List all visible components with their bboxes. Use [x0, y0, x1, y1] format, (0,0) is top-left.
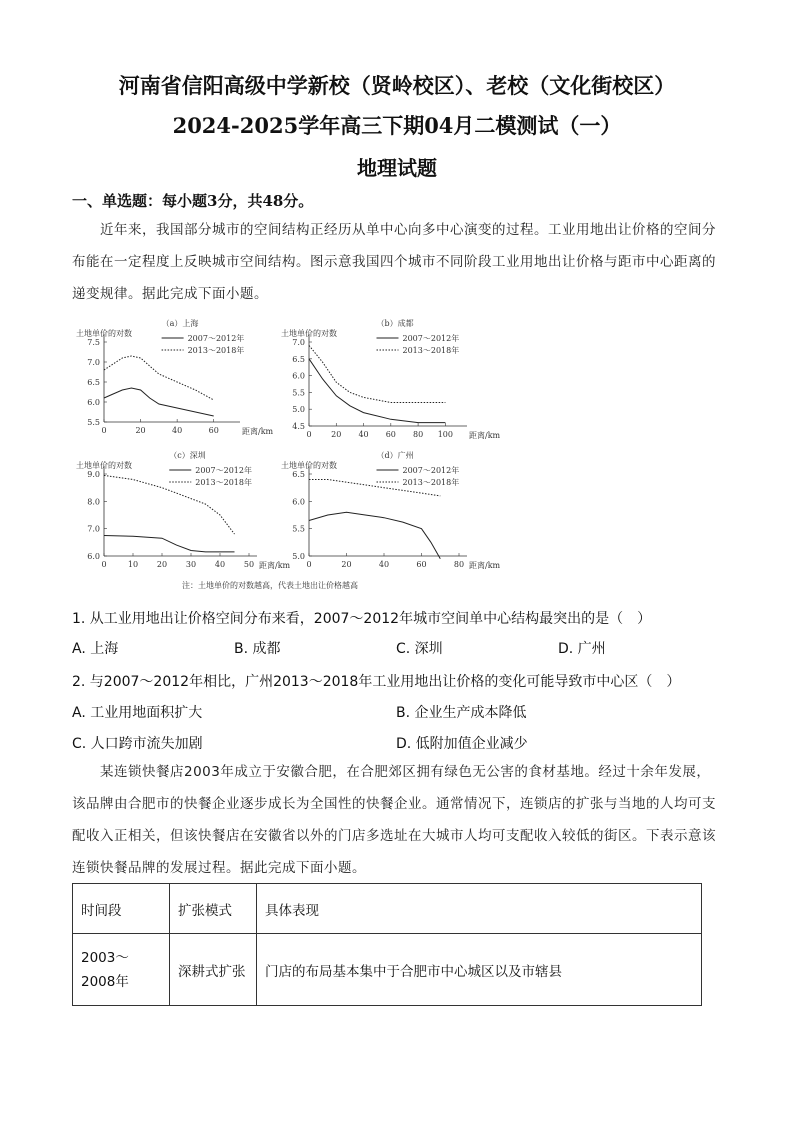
y-tick-label: 6.0	[87, 552, 100, 561]
legend-label: 2013～2018年	[187, 346, 245, 355]
table-row	[73, 934, 702, 1006]
question-2-stem: 2. 与2007～2012年相比，广州2013～2018年工业用地出让价格的变化可能导致市中心区（ ）	[72, 674, 681, 690]
x-axis-label: 距离/km	[242, 427, 274, 436]
y-axis-label: 土地单价的对数	[76, 329, 132, 338]
y-tick-label: 6.0	[292, 497, 305, 507]
exam-title-school: 河南省信阳高级中学新校（贤岭校区）、老校（文化街校区）	[118, 73, 676, 98]
y-tick-label: 7.5	[87, 338, 100, 347]
legend-label: 2007～2012年	[402, 334, 460, 343]
table-cell: 2003～2008年	[73, 934, 170, 1006]
x-tick-label: 0	[306, 560, 312, 569]
y-tick-label: 5.5	[292, 388, 305, 398]
q2-option-b[interactable]: B. 企业生产成本降低	[396, 705, 527, 721]
table-header-cell: 时间段	[73, 884, 170, 934]
x-tick-label: 0	[101, 560, 107, 569]
legend-label: 2013～2018年	[402, 346, 460, 355]
x-tick-label: 30	[185, 560, 197, 569]
y-tick-label: 5.0	[292, 405, 305, 415]
question-1-stem: 1. 从工业用地出让价格空间分布来看，2007～2012年城市空间单中心结构最突出的是（ ）	[72, 611, 652, 627]
chart-panel	[76, 318, 274, 436]
expansion-table	[72, 883, 702, 1006]
chart-panel	[281, 318, 501, 440]
table-cell: 门店的布局基本集中于合肥市中心城区以及市辖县	[257, 934, 702, 1006]
q1-option-b[interactable]: B. 成都	[234, 641, 281, 657]
series-line-2007-2012	[309, 512, 440, 558]
series-line-2007-2012	[309, 359, 445, 423]
x-tick-label: 20	[135, 426, 146, 435]
x-axis-label: 距离/km	[469, 431, 501, 440]
x-tick-label: 60	[208, 426, 219, 435]
q2-option-d[interactable]: D. 低附加值企业减少	[396, 736, 528, 752]
x-tick-label: 60	[385, 430, 396, 439]
y-axis-label: 土地单价的对数	[281, 461, 337, 470]
x-tick-label: 80	[453, 560, 465, 569]
chart-panel	[281, 450, 501, 570]
y-axis-label: 土地单价的对数	[76, 461, 132, 470]
x-tick-label: 20	[341, 560, 352, 569]
passage-2	[72, 756, 722, 884]
y-tick-label: 4.5	[292, 422, 305, 431]
exam-title-subject: 地理试题	[357, 156, 437, 180]
x-tick-label: 0	[306, 430, 312, 439]
legend-label: 2013～2018年	[195, 478, 252, 487]
y-tick-label: 7.0	[87, 358, 100, 367]
table-cell: 深耕式扩张	[170, 934, 257, 1006]
y-tick-label: 5.5	[292, 524, 305, 534]
legend-label: 2007～2012年	[187, 334, 245, 343]
x-axis-label: 距离/km	[259, 561, 291, 570]
section-heading: 一、单选题：每小题3分，共48分。	[72, 192, 314, 210]
x-tick-label: 60	[416, 560, 427, 569]
x-tick-label: 80	[412, 430, 424, 439]
x-tick-label: 40	[358, 430, 369, 439]
y-tick-label: 6.5	[292, 354, 305, 364]
x-tick-label: 40	[172, 426, 183, 435]
x-tick-label: 10	[127, 560, 139, 569]
legend-label: 2013～2018年	[402, 478, 460, 487]
y-tick-label: 6.0	[87, 398, 100, 407]
q1-option-d[interactable]: D. 广州	[558, 641, 606, 657]
chart-title: （c）深圳	[169, 451, 206, 460]
chart-panel	[76, 450, 291, 570]
chart-title: （d）广州	[376, 451, 414, 460]
series-line-2007-2012	[104, 536, 235, 552]
q1-option-c[interactable]: C. 深圳	[396, 641, 443, 657]
x-tick-label: 40	[378, 560, 390, 569]
x-tick-label: 100	[437, 430, 454, 439]
q2-option-c[interactable]: C. 人口跨市流失加剧	[72, 736, 203, 752]
y-tick-label: 5.0	[292, 552, 305, 561]
y-tick-label: 7.0	[292, 338, 305, 347]
figure-land-price-charts	[72, 316, 501, 592]
x-tick-label: 20	[331, 430, 342, 439]
q1-option-a[interactable]: A. 上海	[72, 641, 119, 657]
x-tick-label: 20	[156, 560, 168, 569]
table-header-row	[73, 884, 702, 934]
x-tick-label: 50	[243, 560, 255, 569]
legend-label: 2007～2012年	[402, 466, 460, 475]
passage-2-text: 某连锁快餐店2003年成立于安徽合肥，在合肥郊区拥有绿色无公害的食材基地。经过十余年发展，该品牌由合肥市的快餐企业逐步成长为全国性的快餐企业。通常情况下，连锁店的扩张与当地的人均可支配收入正相关，但该快餐店在安徽省以外的门店多选址在大城市人均可支配收入较低的街区。下表示意该连锁快餐品牌的发展过程。据此完成下面小题。	[72, 764, 716, 876]
y-tick-label: 6.5	[292, 470, 305, 479]
legend-label: 2007～2012年	[195, 466, 252, 475]
chart-title: （b）成都	[376, 319, 414, 328]
passage-1	[72, 214, 722, 310]
x-axis-label: 距离/km	[469, 561, 501, 570]
y-tick-label: 5.5	[87, 418, 100, 427]
q2-option-a[interactable]: A. 工业用地面积扩大	[72, 705, 203, 721]
y-tick-label: 9.0	[87, 470, 100, 479]
table-header-cell: 具体表现	[257, 884, 702, 934]
passage-1-text: 近年来，我国部分城市的空间结构正经历从单中心向多中心演变的过程。工业用地出让价格的空间分布能在一定程度上反映城市空间结构。图示意我国四个城市不同阶段工业用地出让价格与距市中心距离的递变规律。据此完成下面小题。	[72, 222, 716, 302]
y-tick-label: 8.0	[87, 497, 100, 507]
series-line-2007-2012	[104, 388, 214, 416]
y-tick-label: 6.5	[87, 378, 100, 387]
y-tick-label: 7.0	[87, 524, 100, 534]
figure-note: 注：土地单价的对数越高，代表土地出让价格越高	[182, 581, 358, 590]
table-header-cell: 扩张模式	[170, 884, 257, 934]
exam-title-term: 2024-2025学年高三下期04月二模测试（一）	[172, 113, 622, 138]
x-tick-label: 0	[101, 426, 107, 435]
series-line-2013-2018	[104, 356, 214, 400]
chart-title: （a）上海	[161, 319, 199, 328]
y-tick-label: 6.0	[292, 371, 305, 381]
x-tick-label: 40	[214, 560, 226, 569]
y-axis-label: 土地单价的对数	[281, 329, 337, 338]
